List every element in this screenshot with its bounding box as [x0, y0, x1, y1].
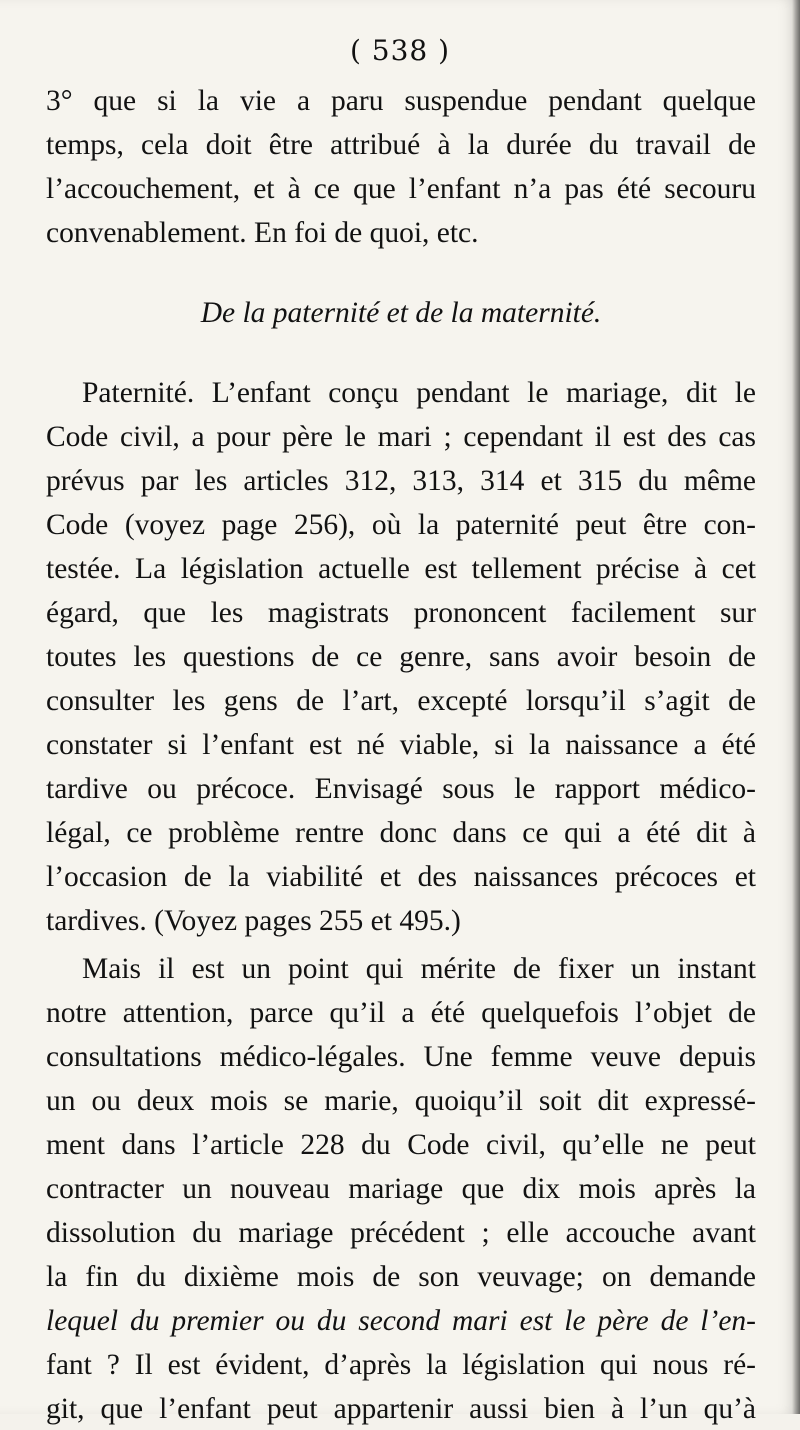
- section-heading: De la paternité et de la maternité.: [200, 297, 602, 329]
- text-line: testée. La législation actuelle est tellement précise à cet: [46, 553, 756, 585]
- text-line: tardives. (Voyez pages 255 et 495.): [46, 905, 461, 937]
- text-line: Code (voyez page 256), où la paternité peut être con-: [46, 509, 756, 541]
- text-line: légal, ce problème rentre donc dans ce qui a été dit à: [46, 817, 756, 849]
- text-line: Code civil, a pour père le mari ; cependant il est des cas: [46, 421, 756, 453]
- text-line: consultations médico-légales. Une femme veuve depuis: [46, 1041, 756, 1073]
- text-line: notre attention, parce qu’il a été quelquefois l’objet de: [46, 997, 756, 1029]
- text-line: tardive ou précoce. Envisagé sous le rapport médico-: [46, 773, 756, 805]
- text-line: lequel du premier ou du second mari est le père de l’en-: [46, 1305, 756, 1337]
- text-line: constater si l’enfant est né viable, si la naissance a été: [46, 729, 756, 761]
- text-line: l’occasion de la viabilité et des naissances précoces et: [46, 861, 756, 893]
- text-line: dissolution du mariage précédent ; elle accouche avant: [46, 1217, 756, 1249]
- text-line: la fin du dixième mois de son veuvage; on demande: [46, 1261, 756, 1293]
- text-line: ment dans l’article 228 du Code civil, qu’elle ne peut: [46, 1129, 756, 1161]
- text-line: git, que l’enfant peut appartenir aussi bien à l’un qu’à: [46, 1393, 756, 1425]
- page-edge-shadow: [792, 0, 800, 1414]
- text-line: prévus par les articles 312, 313, 314 et 315 du même: [46, 465, 756, 497]
- text-line: égard, que les magistrats prononcent facilement sur: [46, 597, 756, 629]
- text-line: contracter un nouveau mariage que dix mois après la: [46, 1173, 756, 1205]
- text-line: Mais il est un point qui mérite de fixer un instant: [82, 953, 756, 985]
- text-line: 3° que si la vie a paru suspendue pendant quelque: [46, 85, 756, 117]
- text-line: convenablement. En foi de quoi, etc.: [46, 217, 479, 249]
- text-line: l’accouchement, et à ce que l’enfant n’a pas été secouru: [46, 173, 756, 205]
- text-line: fant ? Il est évident, d’après la législation qui nous ré-: [46, 1349, 756, 1381]
- text-line: toutes les questions de ce genre, sans avoir besoin de: [46, 641, 756, 673]
- text-line: temps, cela doit être attribué à la durée du travail de: [46, 129, 756, 161]
- text-line: Paternité. L’enfant conçu pendant le mariage, dit le: [82, 377, 756, 409]
- page-number: ( 538 ): [349, 34, 451, 67]
- text-line: consulter les gens de l’art, excepté lorsqu’il s’agit de: [46, 685, 756, 717]
- text-line: un ou deux mois se marie, quoiqu’il soit dit expressé-: [46, 1085, 756, 1117]
